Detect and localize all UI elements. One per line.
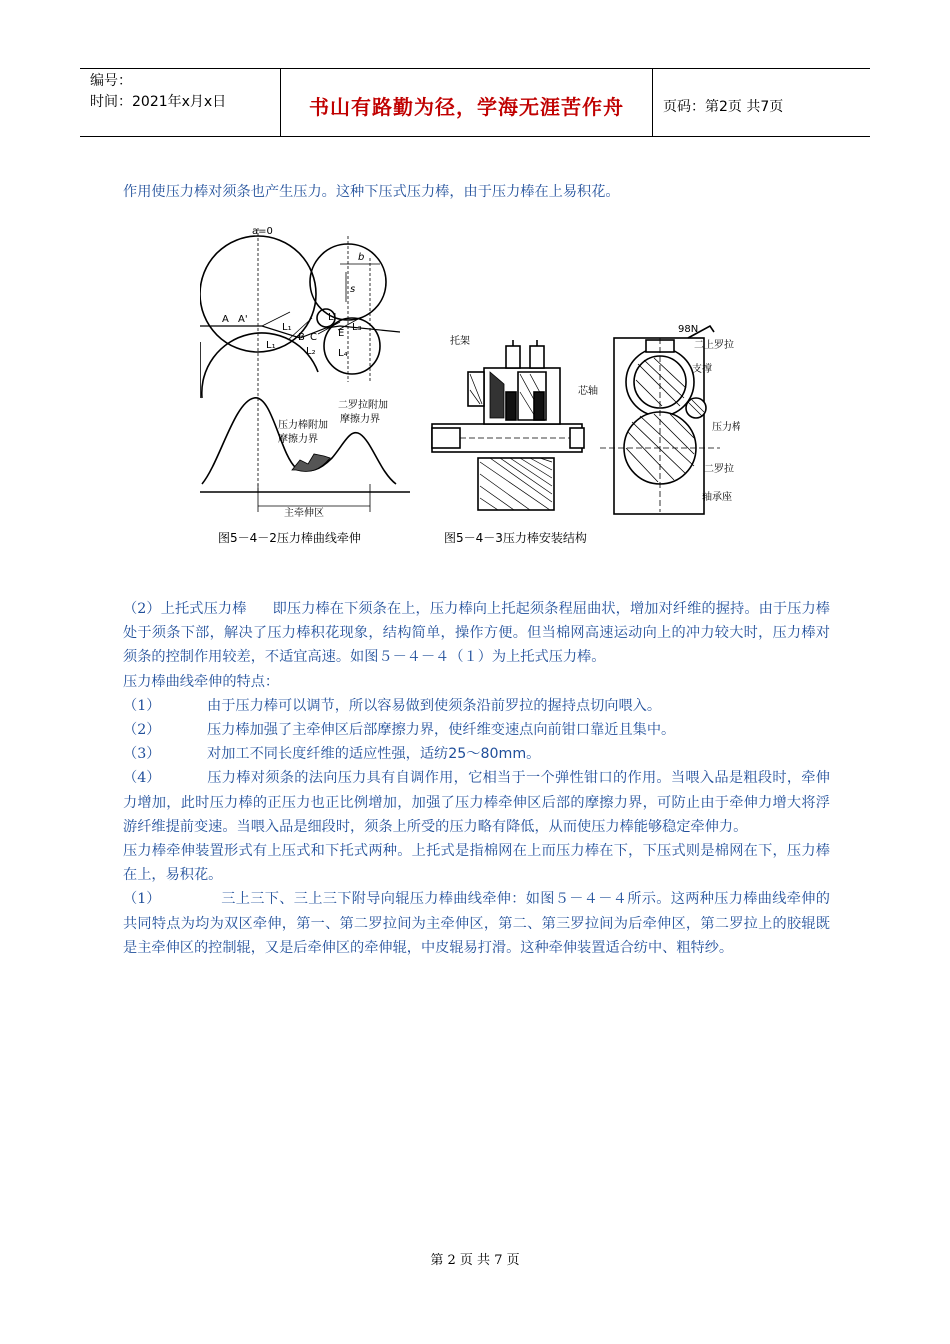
label-axle: 芯轴 [578, 386, 598, 397]
label-b: b [358, 252, 365, 263]
label-L2: L₂ [306, 346, 316, 357]
f3-end: 。 [526, 746, 541, 763]
feature-3 [123, 742, 830, 766]
last-paragraph [123, 887, 830, 960]
header-motto [281, 69, 653, 136]
label-L1-upper: L₁ [282, 322, 292, 333]
code-label: 编号： [90, 73, 132, 89]
label-bar-friction-2: 摩擦力界 [278, 434, 318, 445]
header-page-info [653, 69, 870, 136]
f2-text: 压力棒加强了主牵伸区后部摩擦力界，使纤维变速点向前钳口靠近且集中。 [207, 722, 676, 739]
right-diagram [432, 326, 720, 514]
intro-line: 作用使压力棒对须条也产生压力。这种下压式压力棒，由于压力棒在上易积花。 [123, 184, 620, 200]
label-alpha: a=0 [252, 226, 273, 237]
label-E: E [338, 328, 345, 339]
paragraph-upper-type [123, 597, 830, 670]
f4-text: 压力棒对须条的法向压力具有自调作用，它相当于一个弹性钳口的作用。当喂入品是粗段时，牵伸力增加，此时压力棒的正压力也正比例增加，加强了压力棒牵伸区后部的摩擦力界，可防止由于牵伸力增大将浮游纤维提前变速。当喂入品是细段时，须条上所受的压力略有降低，从而使压力棒能够稳定牵伸力。 [123, 770, 830, 835]
caption-right: 图5－4－3压力棒安装结构 [444, 531, 587, 545]
feature-1 [123, 694, 830, 718]
friction-hatch [292, 454, 330, 472]
p1-prefix: （2）上托式压力棒 [123, 601, 247, 617]
page-footer: 第 2 页 共 7 页 [430, 1253, 520, 1268]
label-pressure-bar: 压力棒 [712, 422, 740, 433]
label-force: 98N [678, 324, 699, 335]
label-B: B [298, 332, 305, 343]
p1-body: 即压力棒在下须条在上，压力棒向上托起须条程屈曲状，增加对纤维的握持。由于压力棒处于须条下部，解决了压力棒积花现象，结构简单，操作方便。但当棉网高速运动向上的冲力较大时，压力棒对须条的控制作用较差，不适宜高速。如图５－４－４（１）为上托式压力棒。 [123, 601, 830, 666]
caption-left: 图5－4－2压力棒曲线牵伸 [218, 531, 361, 545]
f3-range: 25～80mm [448, 746, 527, 763]
header-meta [80, 69, 281, 136]
f4-num: （4） [123, 770, 161, 787]
last-text: 三上三下、三上三下附导向辊压力棒曲线牵伸：如图５－４－４所示。这两种压力棒曲线牵伸的共同特点为均为双区牵伸，第一、第二罗拉间为主牵伸区，第二、第三罗拉间为后牵伸区，第二罗拉上的胶辊既是主牵伸区的控制辊，又是后牵伸区的牵伸辊，中皮辊易打滑。这种牵伸装置适合纺中、粗特纱。 [123, 891, 830, 956]
label-bar-friction-1: 压力棒附加 [278, 420, 328, 431]
label-L1: L₁ [266, 340, 276, 351]
label-bearing: 轴承座 [702, 492, 732, 503]
left-diagram [200, 228, 410, 512]
label-s: s [350, 284, 356, 295]
label-second-roller-friction-1: 二罗拉附加 [338, 400, 388, 411]
figure-drawing [200, 222, 740, 552]
feature-2 [123, 718, 830, 742]
label-main-zone: 主牵伸区 [284, 508, 324, 519]
f1-num: （1） [123, 697, 161, 714]
features-title: 压力棒曲线牵伸的特点： [123, 673, 280, 690]
figure-captions [218, 530, 587, 545]
header-table [80, 68, 870, 137]
figure-pressure-bar [200, 222, 740, 552]
label-A-prime: A' [238, 314, 248, 325]
label-C: C [310, 332, 317, 343]
intro-paragraph [123, 180, 830, 204]
label-second-top-roller: 二上罗拉 [694, 340, 734, 351]
forms-paragraph: 压力棒牵伸装置形式有上压式和下托式两种。上托式是指棉网在上而压力棒在下，下压式则是棉网在下，压力棒在上，易积花。 [123, 843, 830, 884]
motto-text: 书山有路勤为径，学海无涯苦作舟 [309, 95, 624, 119]
label-L3: L₃ [352, 322, 362, 333]
f1-text: 由于压力棒可以调节，所以容易做到使须条沿前罗拉的握持点切向喂入。 [207, 697, 662, 714]
label-L4: L₄ [338, 348, 348, 359]
f3-text: 对加工不同长度纤维的适应性强，适纺 [207, 746, 449, 763]
label-support: 支撑 [692, 364, 712, 375]
label-second-roller-friction-2: 摩擦力界 [340, 414, 380, 425]
page-info-text: 页码：第2页 共7页 [663, 98, 784, 115]
label-L-prime: L' [328, 312, 337, 323]
label-A: A [222, 314, 229, 325]
f3-num: （3） [123, 746, 161, 763]
last-num: （1） [123, 891, 161, 908]
feature-4 [123, 766, 830, 839]
f2-num: （2） [123, 722, 161, 739]
label-bracket: 托架 [450, 336, 470, 347]
date-label: 时间：2021年x月x日 [90, 94, 227, 110]
main-text-block [123, 597, 830, 960]
label-second-roller: 二罗拉 [704, 464, 734, 475]
